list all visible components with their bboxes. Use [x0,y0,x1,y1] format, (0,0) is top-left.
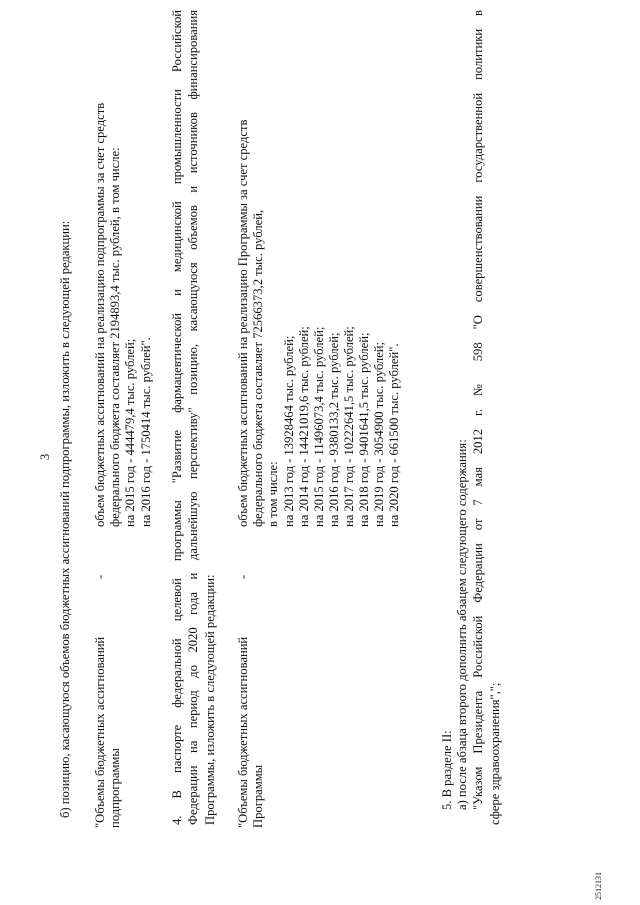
page-number: 3 [38,453,52,460]
item-5-quote-line2: сфере здравоохранения","; [488,682,502,825]
subprogram-line-2: федерального бюджета составляет 2194893,4 тыс. рублей, в том числе: [108,147,122,527]
program-line-6: на 2015 год - 11496073,4 тыс. рублей; [312,326,326,527]
subprogram-line-1: объем бюджетных ассигнований на реализацию подпрограммы за счет средств [93,102,107,527]
document-stamp: 2512131 [594,872,603,900]
program-line-1: объем бюджетных ассигнований на реализацию Программы за счет средств [236,119,250,527]
program-line-2: федерального бюджета составляет 72566373,2 тыс. рублей, [251,209,265,527]
program-line-3: в том числе: [266,461,280,527]
subprogram-line-3: на 2015 год - 444479,4 тыс. рублей; [123,338,137,527]
item-b-text: б) позицию, касающуюся объемов бюджетных ассигнований подпрограммы, изложить в следующей редакции: [58,220,72,818]
subprogram-label-line1: "Объемы бюджетных ассигнований [93,636,107,828]
program-line-4: на 2013 год - 13928464 тыс. рублей; [282,335,296,527]
program-label-line2: Программы [251,764,265,828]
item-4-line-3: Программы, изложить в следующей редакции: [203,574,217,825]
item-4-line-2: Федерации на период до 2020 года и дальнейшую перспективу" позицию, касающуюся объемов и источников финансирования [186,10,200,825]
program-line-8: на 2017 год - 10222641,5 тыс. рублей; [342,326,356,527]
program-line-11: на 2020 год - 661500 тыс. рублей". [387,343,401,527]
item-5-sub-a: а) после абзаца второго дополнить абзацем следующего содержания: [455,439,469,810]
program-line-7: на 2016 год - 9380133,2 тыс. рублей; [327,332,341,527]
subprogram-label-line2: подпрограммы [108,748,122,828]
item-4-line-1: 4. В паспорте федеральной целевой программы "Развитие фармацевтической и медицинской промышленности Российской [170,10,184,825]
subprogram-dash: - [93,574,107,579]
program-line-5: на 2014 год - 14421019,6 тыс. рублей; [297,326,311,527]
program-label-line1: "Объемы бюджетных ассигнований [236,636,250,828]
program-line-10: на 2019 год - 3054900 тыс. рублей; [372,341,386,527]
item-5-heading: 5. В разделе II: [440,730,454,810]
program-dash: - [236,574,250,579]
program-line-9: на 2018 год - 9401641,5 тыс. рублей; [357,332,371,527]
item-5-quote-line1: "Указом Президента Российской Федерации от 7 мая 2012 г. № 598 "О совершенствовании государственной политики в [471,10,485,810]
subprogram-line-4: на 2016 год - 1750414 тыс. рублей". [139,337,153,527]
